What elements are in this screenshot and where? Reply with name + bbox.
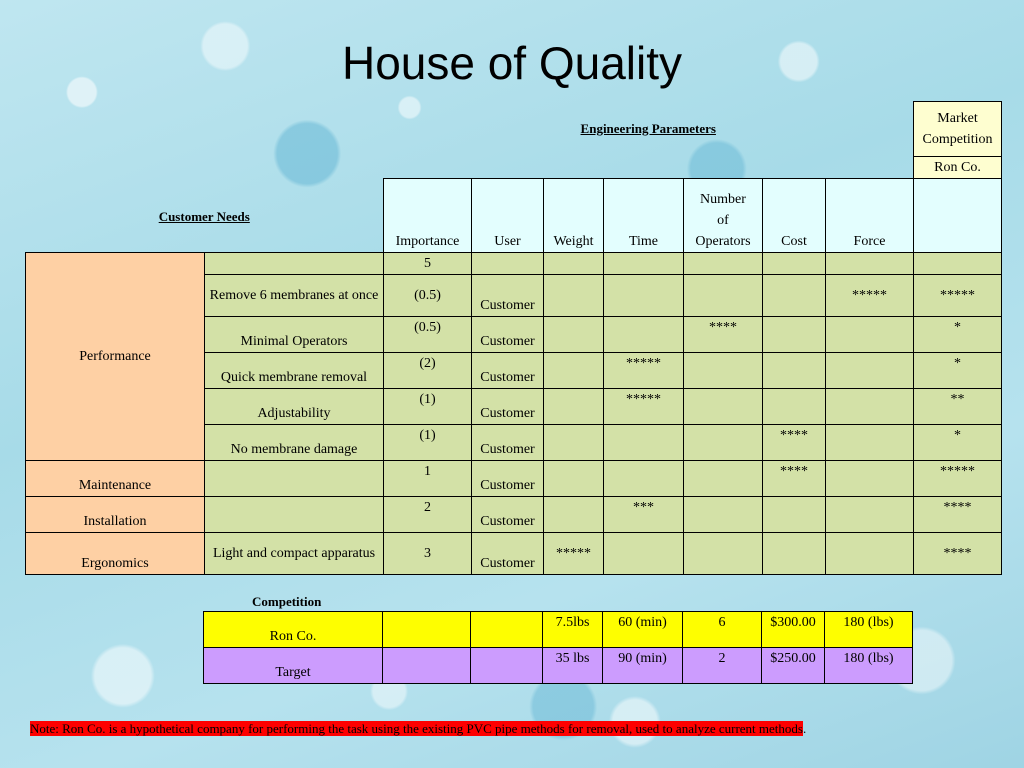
cost-header: Cost: [763, 179, 826, 253]
table-row: Installation 2 Customer *** ****: [26, 497, 1002, 533]
importance-cell: (1): [384, 425, 472, 461]
table-row: Remove 6 membranes at once (0.5) Customer ***** *****: [26, 275, 1002, 317]
importance-cell: (0.5): [384, 317, 472, 353]
competition-label: Competition: [252, 594, 322, 609]
importance-cell: (2): [384, 353, 472, 389]
need-cell: [205, 461, 384, 497]
importance-cell: 1: [384, 461, 472, 497]
number-of-operators-header: Number of Operators: [684, 179, 763, 253]
competition-table: [203, 611, 913, 684]
market-ron-co-header: Ron Co.: [914, 157, 1002, 179]
competitor-name: Ron Co.: [204, 612, 383, 648]
footnote-highlighted-text: Note: Ron Co. is a hypothetical company for performing the task using the existing PVC pipe methods for removal, used to analyze current methods: [30, 721, 803, 736]
importance-cell: 5: [384, 253, 472, 275]
table-row: [26, 253, 1002, 275]
need-cell: [205, 253, 384, 275]
importance-cell: 3: [384, 533, 472, 575]
importance-cell: (1): [384, 389, 472, 425]
need-cell: No membrane damage: [205, 425, 384, 461]
table-row: Maintenance 1 Customer **** *****: [26, 461, 1002, 497]
importance-cell: (0.5): [384, 275, 472, 317]
market-competition-header: Market Competition: [914, 102, 1002, 157]
table-row: Ergonomics Light and compact apparatus 3 Customer ***** ****: [26, 533, 1002, 575]
competition-row-ron-co: Ron Co. 7.5lbs 60 (min) 6 $300.00 180 (lbs): [204, 612, 913, 648]
page-title: House of Quality: [341, 37, 683, 89]
category-cell: Ergonomics: [26, 533, 205, 575]
need-cell: Quick membrane removal: [205, 353, 384, 389]
house-of-quality-table: [25, 101, 1002, 575]
table-row: Minimal Operators (0.5) Customer **** *: [26, 317, 1002, 353]
competitor-name: Target: [204, 648, 383, 684]
footnote-trailing: .: [802, 721, 807, 736]
category-cell: Installation: [26, 497, 205, 533]
importance-cell: 2: [384, 497, 472, 533]
customer-needs-heading: Customer Needs: [158, 208, 250, 224]
table-row: Adjustability (1) Customer ***** **: [26, 389, 1002, 425]
need-cell: Light and compact apparatus: [205, 533, 384, 575]
need-cell: [205, 497, 384, 533]
table-row: Quick membrane removal (2) Customer ***** *: [26, 353, 1002, 389]
time-header: Time: [604, 179, 684, 253]
engineering-parameters-heading: Engineering Parameters: [580, 121, 716, 136]
footnote: [30, 721, 806, 737]
category-cell: Performance: [26, 253, 205, 461]
competition-row-target: Target 35 lbs 90 (min) 2 $250.00 180 (lbs): [204, 648, 913, 684]
force-header: Force: [826, 179, 914, 253]
weight-header: Weight: [544, 179, 604, 253]
need-cell: Remove 6 membranes at once: [205, 275, 384, 317]
importance-header: Importance: [384, 179, 472, 253]
category-cell: Maintenance: [26, 461, 205, 497]
need-cell: Minimal Operators: [205, 317, 384, 353]
table-row: No membrane damage (1) Customer **** *: [26, 425, 1002, 461]
need-cell: Adjustability: [205, 389, 384, 425]
user-header: User: [472, 179, 544, 253]
